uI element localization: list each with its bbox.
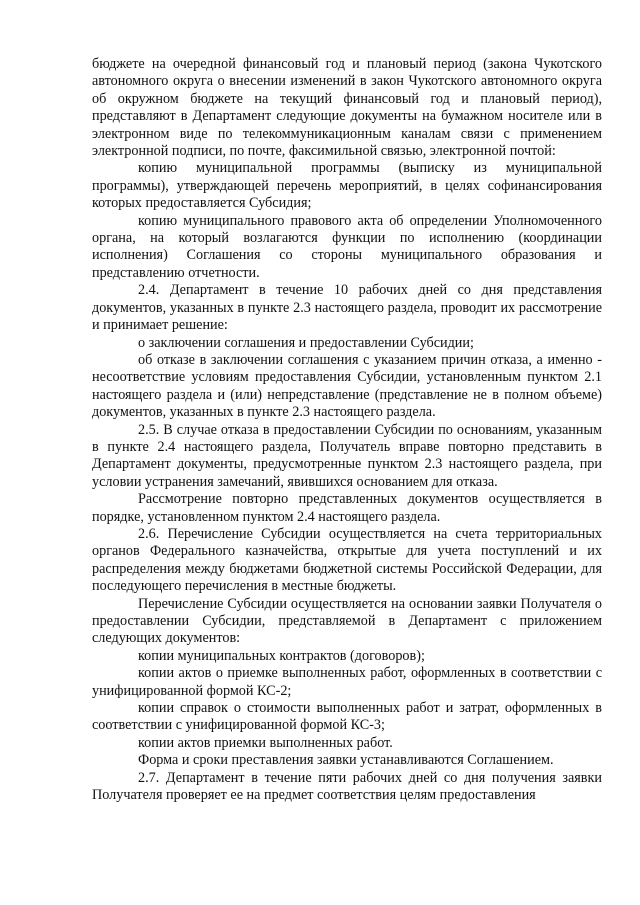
paragraph-application-form: Форма и сроки преставления заявки устанавливаются Соглашением.	[138, 752, 554, 769]
paragraph-ks3-copies: копии справок о стоимости выполненных работ и затрат, оформленных в соответствии с унифицированной формой КС-3;	[92, 700, 602, 734]
paragraph-acceptance-copies: копии актов приемки выполненных работ.	[138, 734, 393, 751]
paragraph-ks2-copies: копии актов о приемке выполненных работ, оформленных в соответствии с унифицированной формой КС-2;	[92, 665, 602, 699]
paragraph-repeat-review: Рассмотрение повторно представленных документов осуществляется в порядке, установленном пунктом 2.4 настоящего раздела.	[92, 491, 602, 525]
paragraph-clause-2-4: 2.4. Департамент в течение 10 рабочих дней со дня представления документов, указанных в пункте 2.3 настоящего раздела, проводит их рассмотрение и принимает решение:	[92, 282, 602, 334]
paragraph-decision-approve: о заключении соглашения и предоставлении Субсидии;	[138, 334, 474, 351]
paragraph-clause-2-6: 2.6. Перечисление Субсидии осуществляется на счета территориальных органов Федерального казначейства, открытые для учета поступлений и их распределения между бюджетами бюджетной системы Российской Федерации, для последующего перечисления в местные бюджеты.	[92, 525, 602, 595]
paragraph-municipal-program-copy: копию муниципальной программы (выписку из муниципальной программы), утверждающей перечень мероприятий, в целях софинансирования которых предоставляется Субсидия;	[92, 160, 602, 212]
paragraph-legal-act-copy: копию муниципального правового акта об определении Уполномоченного органа, на который возлагаются функции по исполнению (координации исполнения) Соглашения со стороны муниципального образования и представлению отчетности.	[92, 212, 602, 281]
paragraph-documents-list-intro: бюджете на очередной финансовый год и плановый период (закона Чукотского автономного округа о внесении изменений в закон Чукотского автономного округа об окружном бюджете на текущий финансовый год и плановый период), представляют в Департамент следующие документы на бумажном носителе или в электронном виде по телекоммуникационным каналам связи с применением электронной подписи, по почте, факсимильной связью, электронной почтой:	[92, 56, 602, 160]
paragraph-decision-refuse: об отказе в заключении соглашения с указанием причин отказа, а именно - несоответствие условиям предоставления Субсидии, установленным пунктом 2.1 настоящего раздела и (или) непредставление (представление не в полном объеме) документов, указанных в пункте 2.3 настоящего раздела.	[92, 351, 602, 421]
paragraph-transfer-basis: Перечисление Субсидии осуществляется на основании заявки Получателя о предоставлении Субсидии, представляемой в Департамент с приложением следующих документов:	[92, 595, 602, 647]
paragraph-clause-2-5: 2.5. В случае отказа в предоставлении Субсидии по основаниям, указанным в пункте 2.4 настоящего раздела, Получатель вправе повторно представить в Департамент документы, предусмотренные пунктом 2.3 настоящего раздела, при условии устранения замечаний, явившихся основанием для отказа.	[92, 421, 602, 490]
paragraph-clause-2-7: 2.7. Департамент в течение пяти рабочих дней со дня получения заявки Получателя проверяет ее на предмет соответствия целям предоставления	[92, 769, 602, 804]
paragraph-contracts-copies: копии муниципальных контрактов (договоров);	[138, 647, 425, 664]
